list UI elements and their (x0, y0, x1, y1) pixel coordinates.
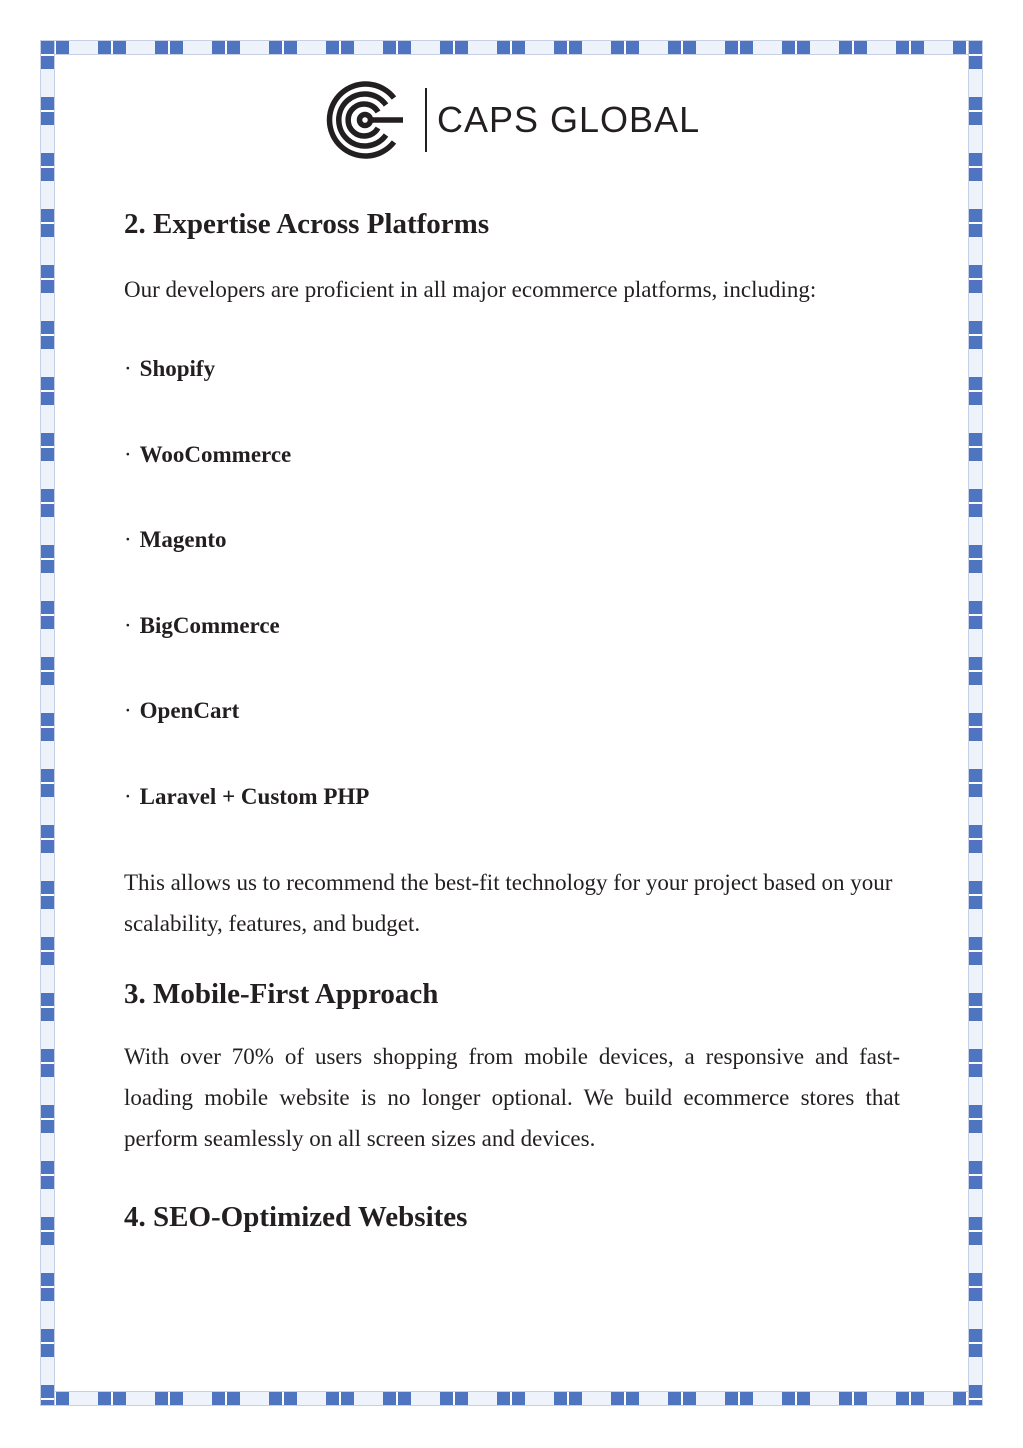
section-heading-seo: 4. SEO-Optimized Websites (124, 1200, 468, 1233)
section-heading-expertise: 2. Expertise Across Platforms (124, 208, 490, 240)
platform-list (124, 354, 900, 812)
list-item: · Magento (124, 527, 227, 552)
list-item: · OpenCart (124, 698, 240, 723)
platform-name: Laravel + Custom PHP (139, 783, 370, 809)
expertise-closing: This allows us to recommend the best-fit technology for your project based on your scalability, features, and budget. (124, 869, 893, 936)
logo-divider (425, 88, 427, 152)
caps-global-logo-icon (323, 78, 407, 162)
caps-global-logo (323, 78, 700, 162)
expertise-intro: Our developers are proficient in all major ecommerce platforms, including: (124, 277, 817, 302)
platform-name: Magento (139, 527, 227, 552)
platform-name: BigCommerce (139, 612, 280, 638)
border-right (968, 40, 983, 1406)
border-bottom (40, 1391, 983, 1406)
platform-name: Shopify (139, 356, 216, 381)
mobile-first-body: With over 70% of users shopping from mobile devices, a responsive and fast-loading mobile website is no longer optional. We build ecommerce stores that perform seamlessly on all screen sizes and devices. (124, 1043, 900, 1151)
section-heading-mobile-first: 3. Mobile-First Approach (124, 977, 439, 1010)
list-item: · Laravel + Custom PHP (124, 783, 370, 809)
brand-name: CAPS GLOBAL (437, 99, 701, 140)
platform-name: WooCommerce (139, 441, 292, 467)
list-item: · BigCommerce (124, 612, 280, 638)
border-left (40, 40, 55, 1406)
list-item: · Shopify (124, 356, 216, 381)
list-item: · WooCommerce (124, 441, 292, 467)
platform-name: OpenCart (139, 698, 240, 723)
document-content (124, 204, 900, 1237)
border-top (40, 40, 983, 55)
